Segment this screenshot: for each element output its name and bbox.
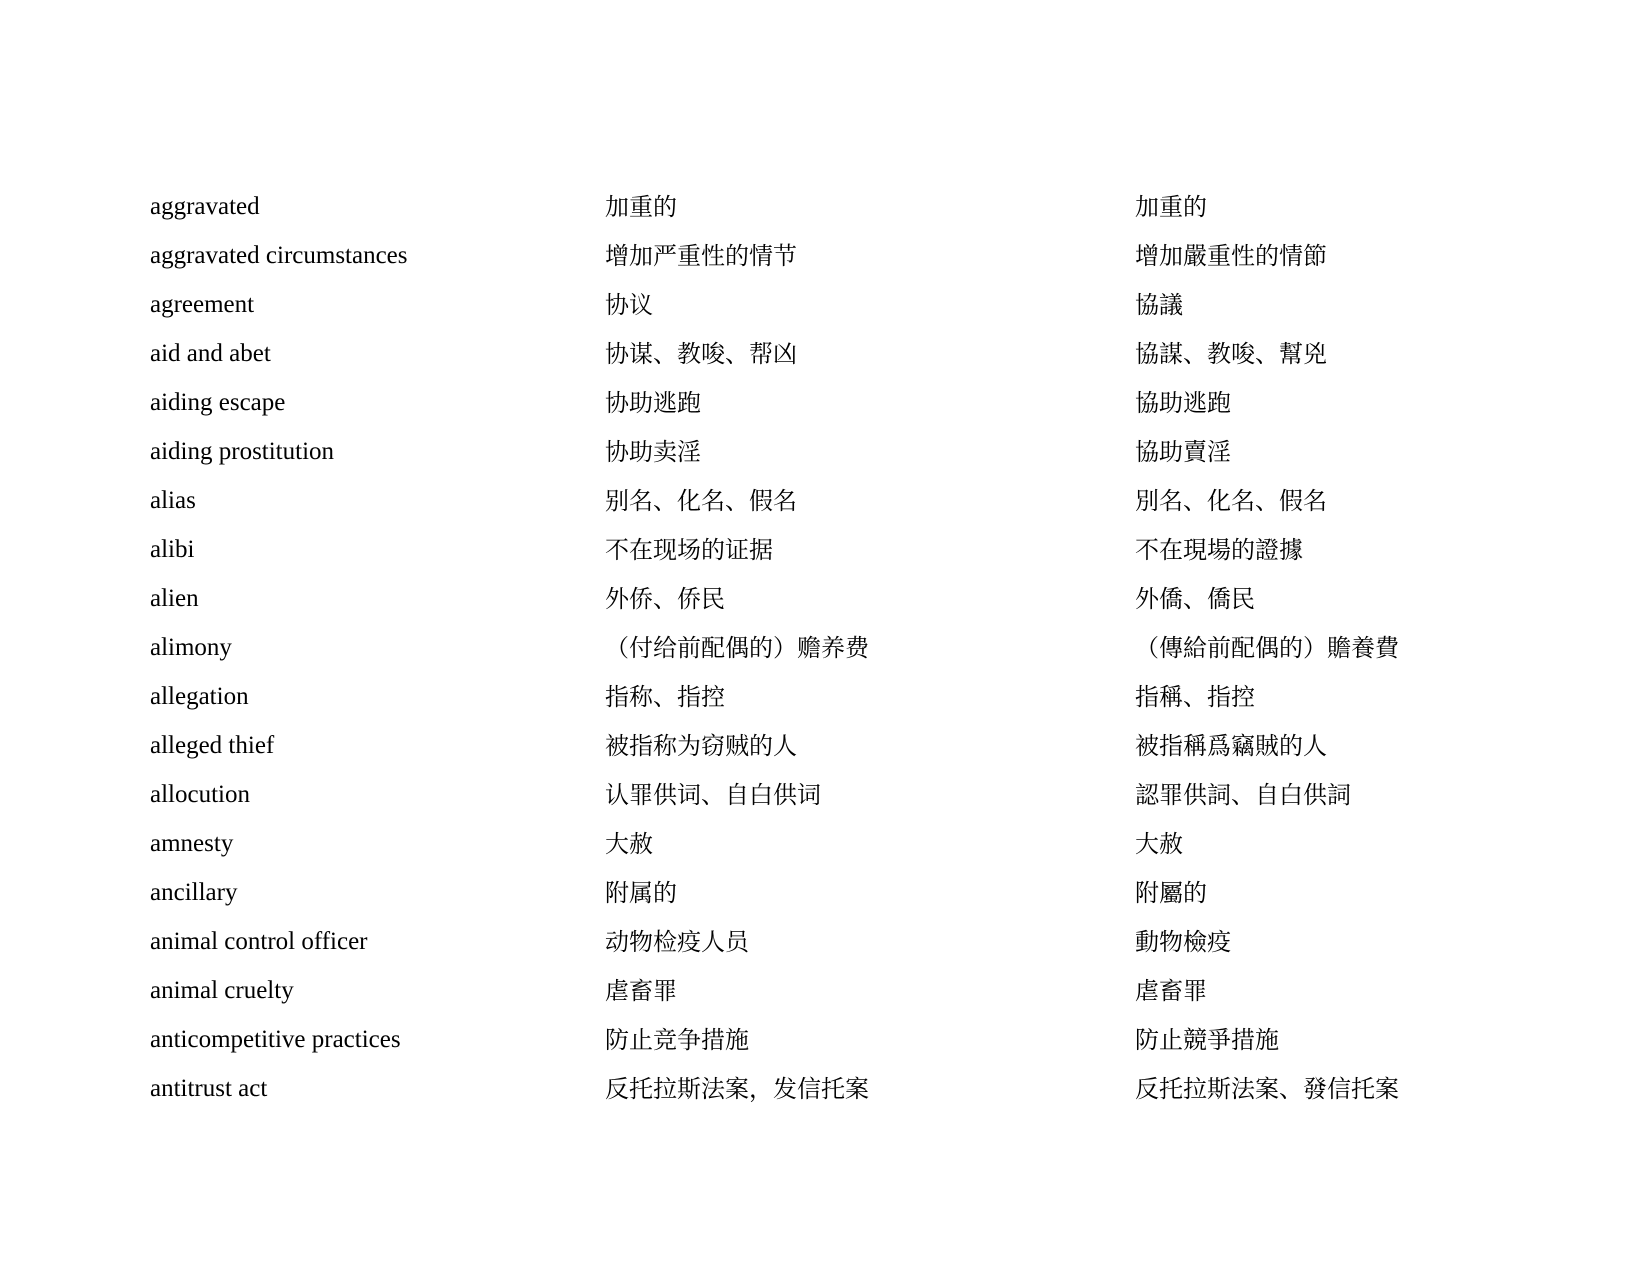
term-simplified-chinese: 指称、指控 [605, 683, 725, 711]
term-simplified-chinese: 加重的 [605, 193, 677, 221]
term-traditional-chinese: 大赦 [1135, 830, 1183, 858]
term-traditional-chinese: 不在現場的證據 [1135, 536, 1303, 564]
glossary-row [150, 291, 1550, 340]
term-english: aid and abet [150, 340, 271, 367]
glossary-row [150, 487, 1550, 536]
term-english: aggravated circumstances [150, 242, 408, 269]
term-simplified-chinese: 虐畜罪 [605, 977, 677, 1005]
term-traditional-chinese: 附屬的 [1135, 879, 1207, 907]
glossary-row [150, 242, 1550, 291]
term-traditional-chinese: 協謀、教唆、幫兇 [1135, 340, 1327, 368]
glossary-row [150, 977, 1550, 1026]
term-traditional-chinese: 認罪供詞、自白供詞 [1135, 781, 1351, 809]
term-english: alleged thief [150, 732, 275, 759]
term-simplified-chinese: 增加严重性的情节 [605, 242, 797, 270]
glossary-row [150, 634, 1550, 683]
term-english: agreement [150, 291, 255, 318]
term-simplified-chinese: 协谋、教唆、帮凶 [605, 340, 797, 368]
glossary-row [150, 1026, 1550, 1075]
term-simplified-chinese: （付给前配偶的）赡养费 [605, 634, 869, 662]
glossary-row [150, 1075, 1550, 1124]
term-english: alien [150, 585, 199, 612]
term-traditional-chinese: 反托拉斯法案、發信托案 [1135, 1075, 1399, 1103]
term-english: aiding prostitution [150, 438, 335, 465]
glossary-row [150, 732, 1550, 781]
term-english: antitrust act [150, 1075, 268, 1102]
term-traditional-chinese: 動物檢疫 [1135, 928, 1231, 956]
term-simplified-chinese: 反托拉斯法案，发信托案 [605, 1075, 869, 1103]
glossary-row [150, 781, 1550, 830]
glossary-row [150, 536, 1550, 585]
term-simplified-chinese: 大赦 [605, 830, 653, 858]
glossary-row [150, 438, 1550, 487]
term-traditional-chinese: 指稱、指控 [1135, 683, 1255, 711]
term-traditional-chinese: 防止競爭措施 [1135, 1026, 1279, 1054]
term-english: aiding escape [150, 389, 286, 416]
glossary-row [150, 585, 1550, 634]
term-simplified-chinese: 协助卖淫 [605, 438, 701, 466]
term-traditional-chinese: 加重的 [1135, 193, 1207, 221]
term-traditional-chinese: 外僑、僑民 [1135, 585, 1255, 613]
term-traditional-chinese: 協助逃跑 [1135, 389, 1231, 417]
term-traditional-chinese: 別名、化名、假名 [1135, 487, 1327, 515]
term-english: allocution [150, 781, 250, 808]
term-english: alimony [150, 634, 232, 661]
term-traditional-chinese: 增加嚴重性的情節 [1135, 242, 1327, 270]
term-traditional-chinese: 協助賣淫 [1135, 438, 1231, 466]
term-english: animal control officer [150, 928, 368, 955]
glossary-row [150, 193, 1550, 242]
term-english: aggravated [150, 193, 260, 220]
term-traditional-chinese: 被指稱爲竊賊的人 [1135, 732, 1327, 760]
glossary-row [150, 340, 1550, 389]
term-simplified-chinese: 动物检疫人员 [605, 928, 749, 956]
glossary-row [150, 879, 1550, 928]
term-simplified-chinese: 别名、化名、假名 [605, 487, 797, 515]
glossary-row [150, 830, 1550, 879]
term-english: alibi [150, 536, 195, 563]
term-traditional-chinese: 虐畜罪 [1135, 977, 1207, 1005]
glossary-table [150, 193, 1550, 1124]
term-simplified-chinese: 被指称为窃贼的人 [605, 732, 797, 760]
term-traditional-chinese: 協議 [1135, 291, 1183, 319]
glossary-row [150, 683, 1550, 732]
term-simplified-chinese: 不在现场的证据 [605, 536, 773, 564]
term-simplified-chinese: 认罪供词、自白供词 [605, 781, 821, 809]
term-simplified-chinese: 防止竞争措施 [605, 1026, 749, 1054]
term-traditional-chinese: （傳給前配偶的）贍養費 [1135, 634, 1399, 662]
term-english: anticompetitive practices [150, 1026, 401, 1053]
term-simplified-chinese: 外侨、侨民 [605, 585, 725, 613]
term-english: alias [150, 487, 196, 514]
term-english: animal cruelty [150, 977, 294, 1004]
term-english: allegation [150, 683, 249, 710]
term-english: ancillary [150, 879, 238, 906]
glossary-row [150, 389, 1550, 438]
term-simplified-chinese: 协助逃跑 [605, 389, 701, 417]
term-simplified-chinese: 协议 [605, 291, 653, 319]
term-english: amnesty [150, 830, 234, 857]
term-simplified-chinese: 附属的 [605, 879, 677, 907]
glossary-row [150, 928, 1550, 977]
